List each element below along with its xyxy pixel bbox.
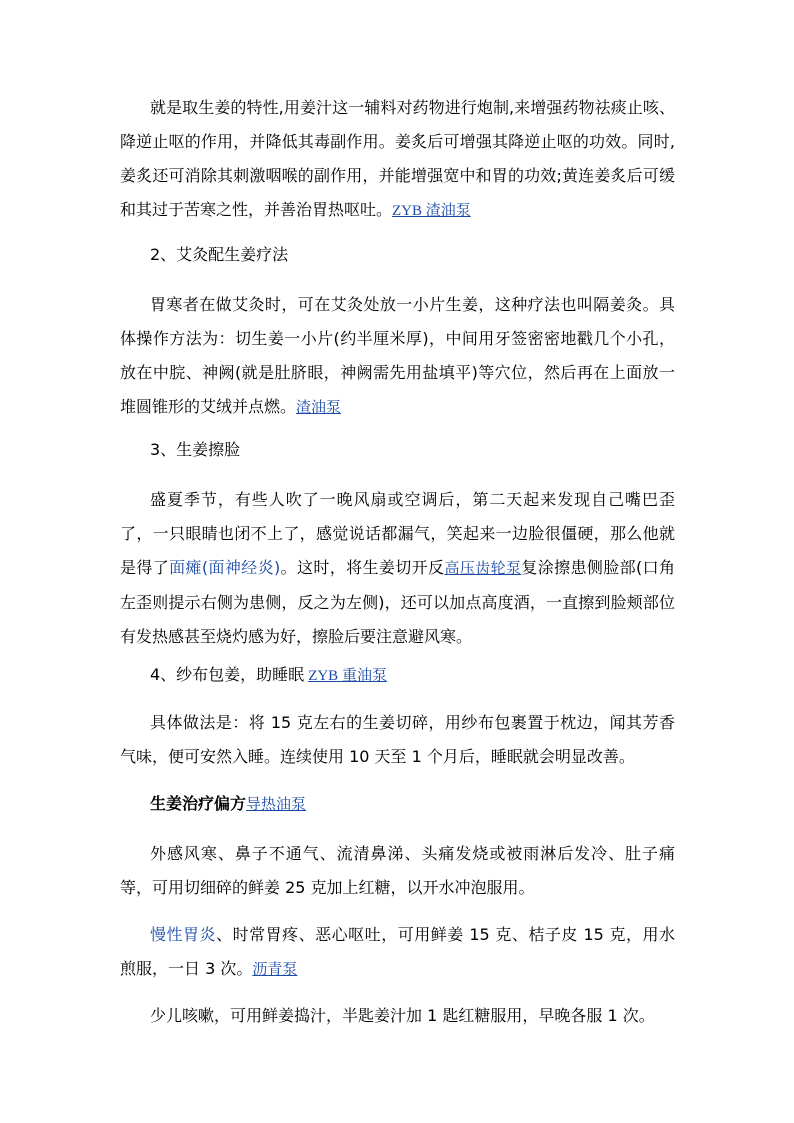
link-zyb-residue-oil-pump[interactable]: ZYB 渣油泵	[392, 203, 471, 219]
paragraph-text: 具体做法是：将 15 克左右的生姜切碎，用纱布包裹置于枕边，闻其芳香气味，便可安然入睡。连续使用 10 天至 1 个月后，睡眠就会明显改善。	[120, 713, 675, 766]
heading-face-rub: 3、生姜擦脸	[150, 440, 241, 459]
paragraph-face-rub	[120, 483, 675, 654]
heading-text: 4、纱布包姜，助睡眠	[150, 665, 305, 684]
paragraph-text: 胃寒者在做艾灸时，可在艾灸处放一小片生姜，这种疗法也叫隔姜灸。具体操作方法为：切生姜一小片(约半厘米厚)，中间用牙签密密地戳几个小孔，放在中脘、神阙(就是肚脐眼，神阙需先用盐填平)等穴位，然后再在上面放一堆圆锥形的艾绒并点燃。	[120, 295, 675, 416]
paragraph-gauze-sleep	[120, 706, 675, 774]
paragraph-cold-remedy	[120, 837, 675, 905]
paragraph-text: 。这时，将生姜切开反	[280, 558, 445, 577]
link-asphalt-pump[interactable]: 沥青泵	[252, 962, 298, 978]
paragraph-text: 复涂擦患侧脸部(口角左歪则提示右侧为患侧，反之为左侧)，还可以加点高度酒，一直擦到脸颊部位有发热感甚至烧灼感为好，擦脸后要注意避风寒。	[120, 558, 675, 646]
paragraph-cough-remedy	[120, 999, 675, 1033]
paragraph-text: 少儿咳嗽，可用鲜姜捣汁，半匙姜汁加 1 匙红糖服用，早晚各服 1 次。	[150, 1006, 655, 1025]
paragraph-text: 就是取生姜的特性,用姜汁这一辅料对药物进行炮制,来增强药物祛痰止咳、降逆止呕的作用，并降低其毒副作用。姜炙后可增强其降逆止呕的功效。同时,姜炙还可消除其刺激咽喉的副作用，并能增强宽中和胃的功效;黄连姜炙后可缓和其过于苦寒之性，并善治胃热呕吐。	[120, 98, 675, 219]
link-zyb-heavy-oil-pump[interactable]: ZYB 重油泵	[308, 668, 387, 684]
chronic-gastritis-term: 慢性胃炎	[150, 925, 217, 944]
facial-paralysis-term: 面瘫(面神经炎)	[169, 558, 281, 577]
paragraph-text: 盛夏季节，有些人吹了一晚风扇或空调后，第二天起来发现自己嘴巴歪了，一只眼睛也闭不上了，感觉说话都漏气，笑起来一边脸很僵硬，那么他就是得了	[120, 490, 675, 577]
heading-remedies	[150, 787, 306, 822]
paragraph-ginger-processing	[120, 91, 675, 228]
heading-gauze-sleep	[150, 658, 387, 693]
paragraph-moxibustion	[120, 288, 675, 425]
link-thermal-oil-pump[interactable]: 导热油泵	[246, 797, 307, 813]
link-residue-oil-pump[interactable]: 渣油泵	[296, 400, 342, 416]
paragraph-text: 、时常胃疼、恶心呕吐，可用鲜姜 15 克、桔子皮 15 克，用水煎服，一日 3 次。	[120, 925, 675, 978]
heading-text: 生姜治疗偏方	[150, 794, 247, 813]
heading-moxibustion: 2、艾灸配生姜疗法	[150, 245, 289, 264]
paragraph-gastritis-remedy	[120, 918, 675, 987]
paragraph-text: 外感风寒、鼻子不通气、流清鼻涕、头痛发烧或被雨淋后发冷、肚子痛等，可用切细碎的鲜姜 25 克加上红糖，以开水冲泡服用。	[120, 844, 675, 897]
link-high-pressure-gear-pump[interactable]: 高压齿轮泵	[444, 561, 522, 577]
